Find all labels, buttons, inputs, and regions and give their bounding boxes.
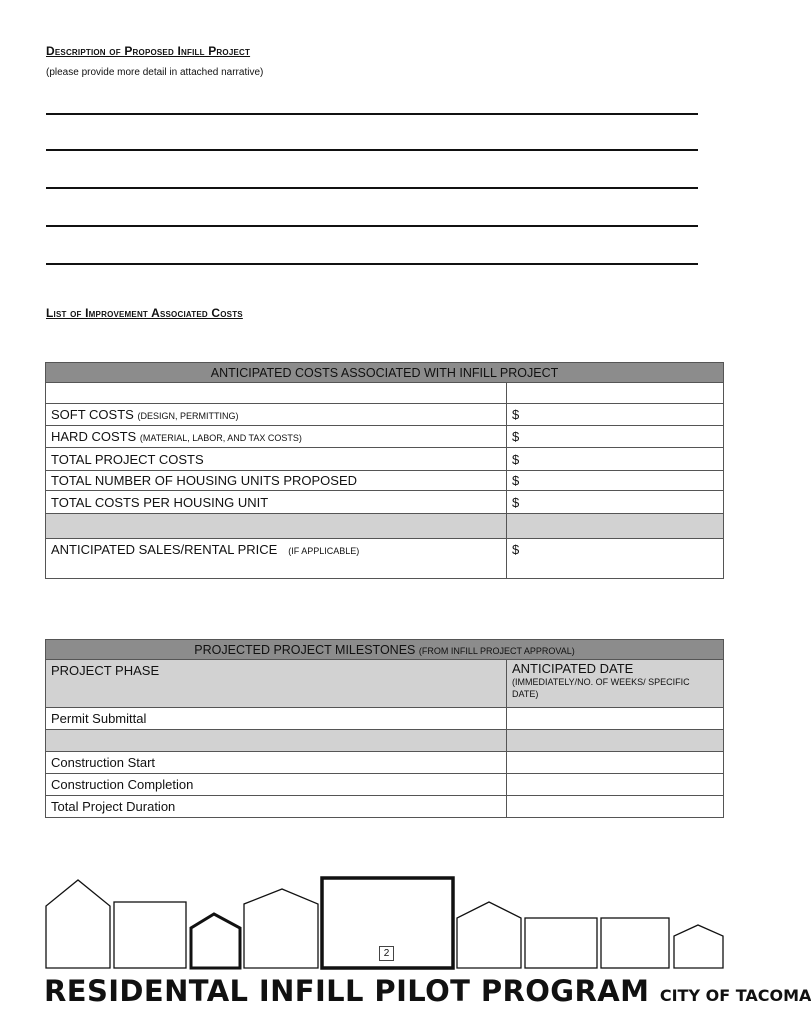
table-row	[46, 404, 724, 426]
milestone-phase: Permit Submittal	[46, 708, 507, 730]
cost-label-cell	[46, 426, 507, 448]
column-header-date: ANTICIPATED DATE	[512, 661, 634, 676]
milestone-gray-row	[46, 730, 507, 752]
cost-value-field[interactable]: $	[507, 471, 724, 491]
milestone-date-field[interactable]	[507, 708, 724, 730]
cost-value-field[interactable]: $	[507, 426, 724, 448]
cost-label: HARD COSTS	[51, 429, 137, 444]
column-header-phase: PROJECT PHASE	[46, 660, 507, 708]
table-row	[46, 491, 724, 514]
costs-blank-value	[507, 383, 724, 404]
milestone-date-field[interactable]	[507, 752, 724, 774]
column-header-date-cell	[507, 660, 724, 708]
milestone-phase: Construction Start	[46, 752, 507, 774]
costs-gray-row	[46, 514, 507, 539]
cost-label-cell	[46, 471, 507, 491]
description-title: Description of Proposed Infill Project	[46, 44, 251, 58]
city-name: CITY OF TACOMA	[659, 986, 811, 1005]
table-row	[46, 539, 724, 579]
milestone-gray-value	[507, 730, 724, 752]
page-number: 2	[379, 946, 394, 961]
milestone-date-field[interactable]	[507, 774, 724, 796]
column-header-date-note: (IMMEDIATELY/NO. OF WEEKS/ SPECIFIC DATE)	[512, 677, 690, 699]
sales-label: ANTICIPATED SALES/RENTAL PRICE	[51, 542, 278, 557]
house-icon	[46, 880, 110, 968]
house-icon	[601, 918, 669, 968]
milestone-phase: Construction Completion	[46, 774, 507, 796]
cost-label: SOFT COSTS	[51, 407, 134, 422]
milestones-table	[45, 639, 724, 818]
table-row	[46, 426, 724, 448]
cost-label-cell	[46, 404, 507, 426]
cost-label-cell	[46, 448, 507, 471]
house-icon	[114, 902, 186, 968]
program-title	[44, 974, 811, 1008]
table-row	[46, 448, 724, 471]
house-icon	[191, 914, 240, 968]
table-row	[46, 471, 724, 491]
milestones-table-header	[46, 640, 724, 660]
sales-note: (IF APPLICABLE)	[288, 546, 360, 556]
cost-label-cell	[46, 491, 507, 514]
description-line-4[interactable]	[46, 225, 698, 227]
milestone-phase: Total Project Duration	[46, 796, 507, 818]
table-row	[46, 708, 724, 730]
house-icon	[674, 925, 723, 968]
cost-label: TOTAL NUMBER OF HOUSING UNITS PROPOSED	[51, 473, 358, 488]
table-row	[46, 774, 724, 796]
house-icon	[457, 902, 521, 968]
milestone-date-field[interactable]	[507, 796, 724, 818]
house-icon	[244, 889, 318, 968]
costs-blank-cell	[46, 383, 507, 404]
costs-table-header: ANTICIPATED COSTS ASSOCIATED WITH INFILL PROJECT	[46, 363, 724, 383]
description-line-2[interactable]	[46, 149, 698, 151]
milestones-header-note: (FROM INFILL PROJECT APPROVAL)	[418, 645, 575, 656]
program-name: RESIDENTAL INFILL PILOT PROGRAM	[44, 974, 650, 1008]
cost-note: (DESIGN, PERMITTING)	[137, 411, 239, 421]
costs-table	[45, 362, 724, 579]
table-row	[46, 752, 724, 774]
costs-gray-value	[507, 514, 724, 539]
cost-value-field[interactable]: $	[507, 448, 724, 471]
costs-section-title: List of Improvement Associated Costs	[46, 306, 243, 320]
milestones-header: PROJECTED PROJECT MILESTONES	[194, 642, 416, 657]
house-icon	[525, 918, 597, 968]
cost-label: TOTAL COSTS PER HOUSING UNIT	[51, 494, 269, 510]
cost-label: TOTAL PROJECT COSTS	[51, 451, 204, 467]
cost-value-field[interactable]: $	[507, 404, 724, 426]
description-line-3[interactable]	[46, 187, 698, 189]
table-row	[46, 796, 724, 818]
cost-value-field[interactable]: $	[507, 491, 724, 514]
cost-note: (MATERIAL, LABOR, AND TAX COSTS)	[139, 433, 302, 443]
description-subtitle: (please provide more detail in attached narrative)	[46, 67, 264, 78]
sales-label-cell	[46, 539, 507, 579]
description-line-1[interactable]	[46, 113, 698, 115]
sales-value-field[interactable]: $	[507, 539, 724, 579]
description-line-5[interactable]	[46, 263, 698, 265]
